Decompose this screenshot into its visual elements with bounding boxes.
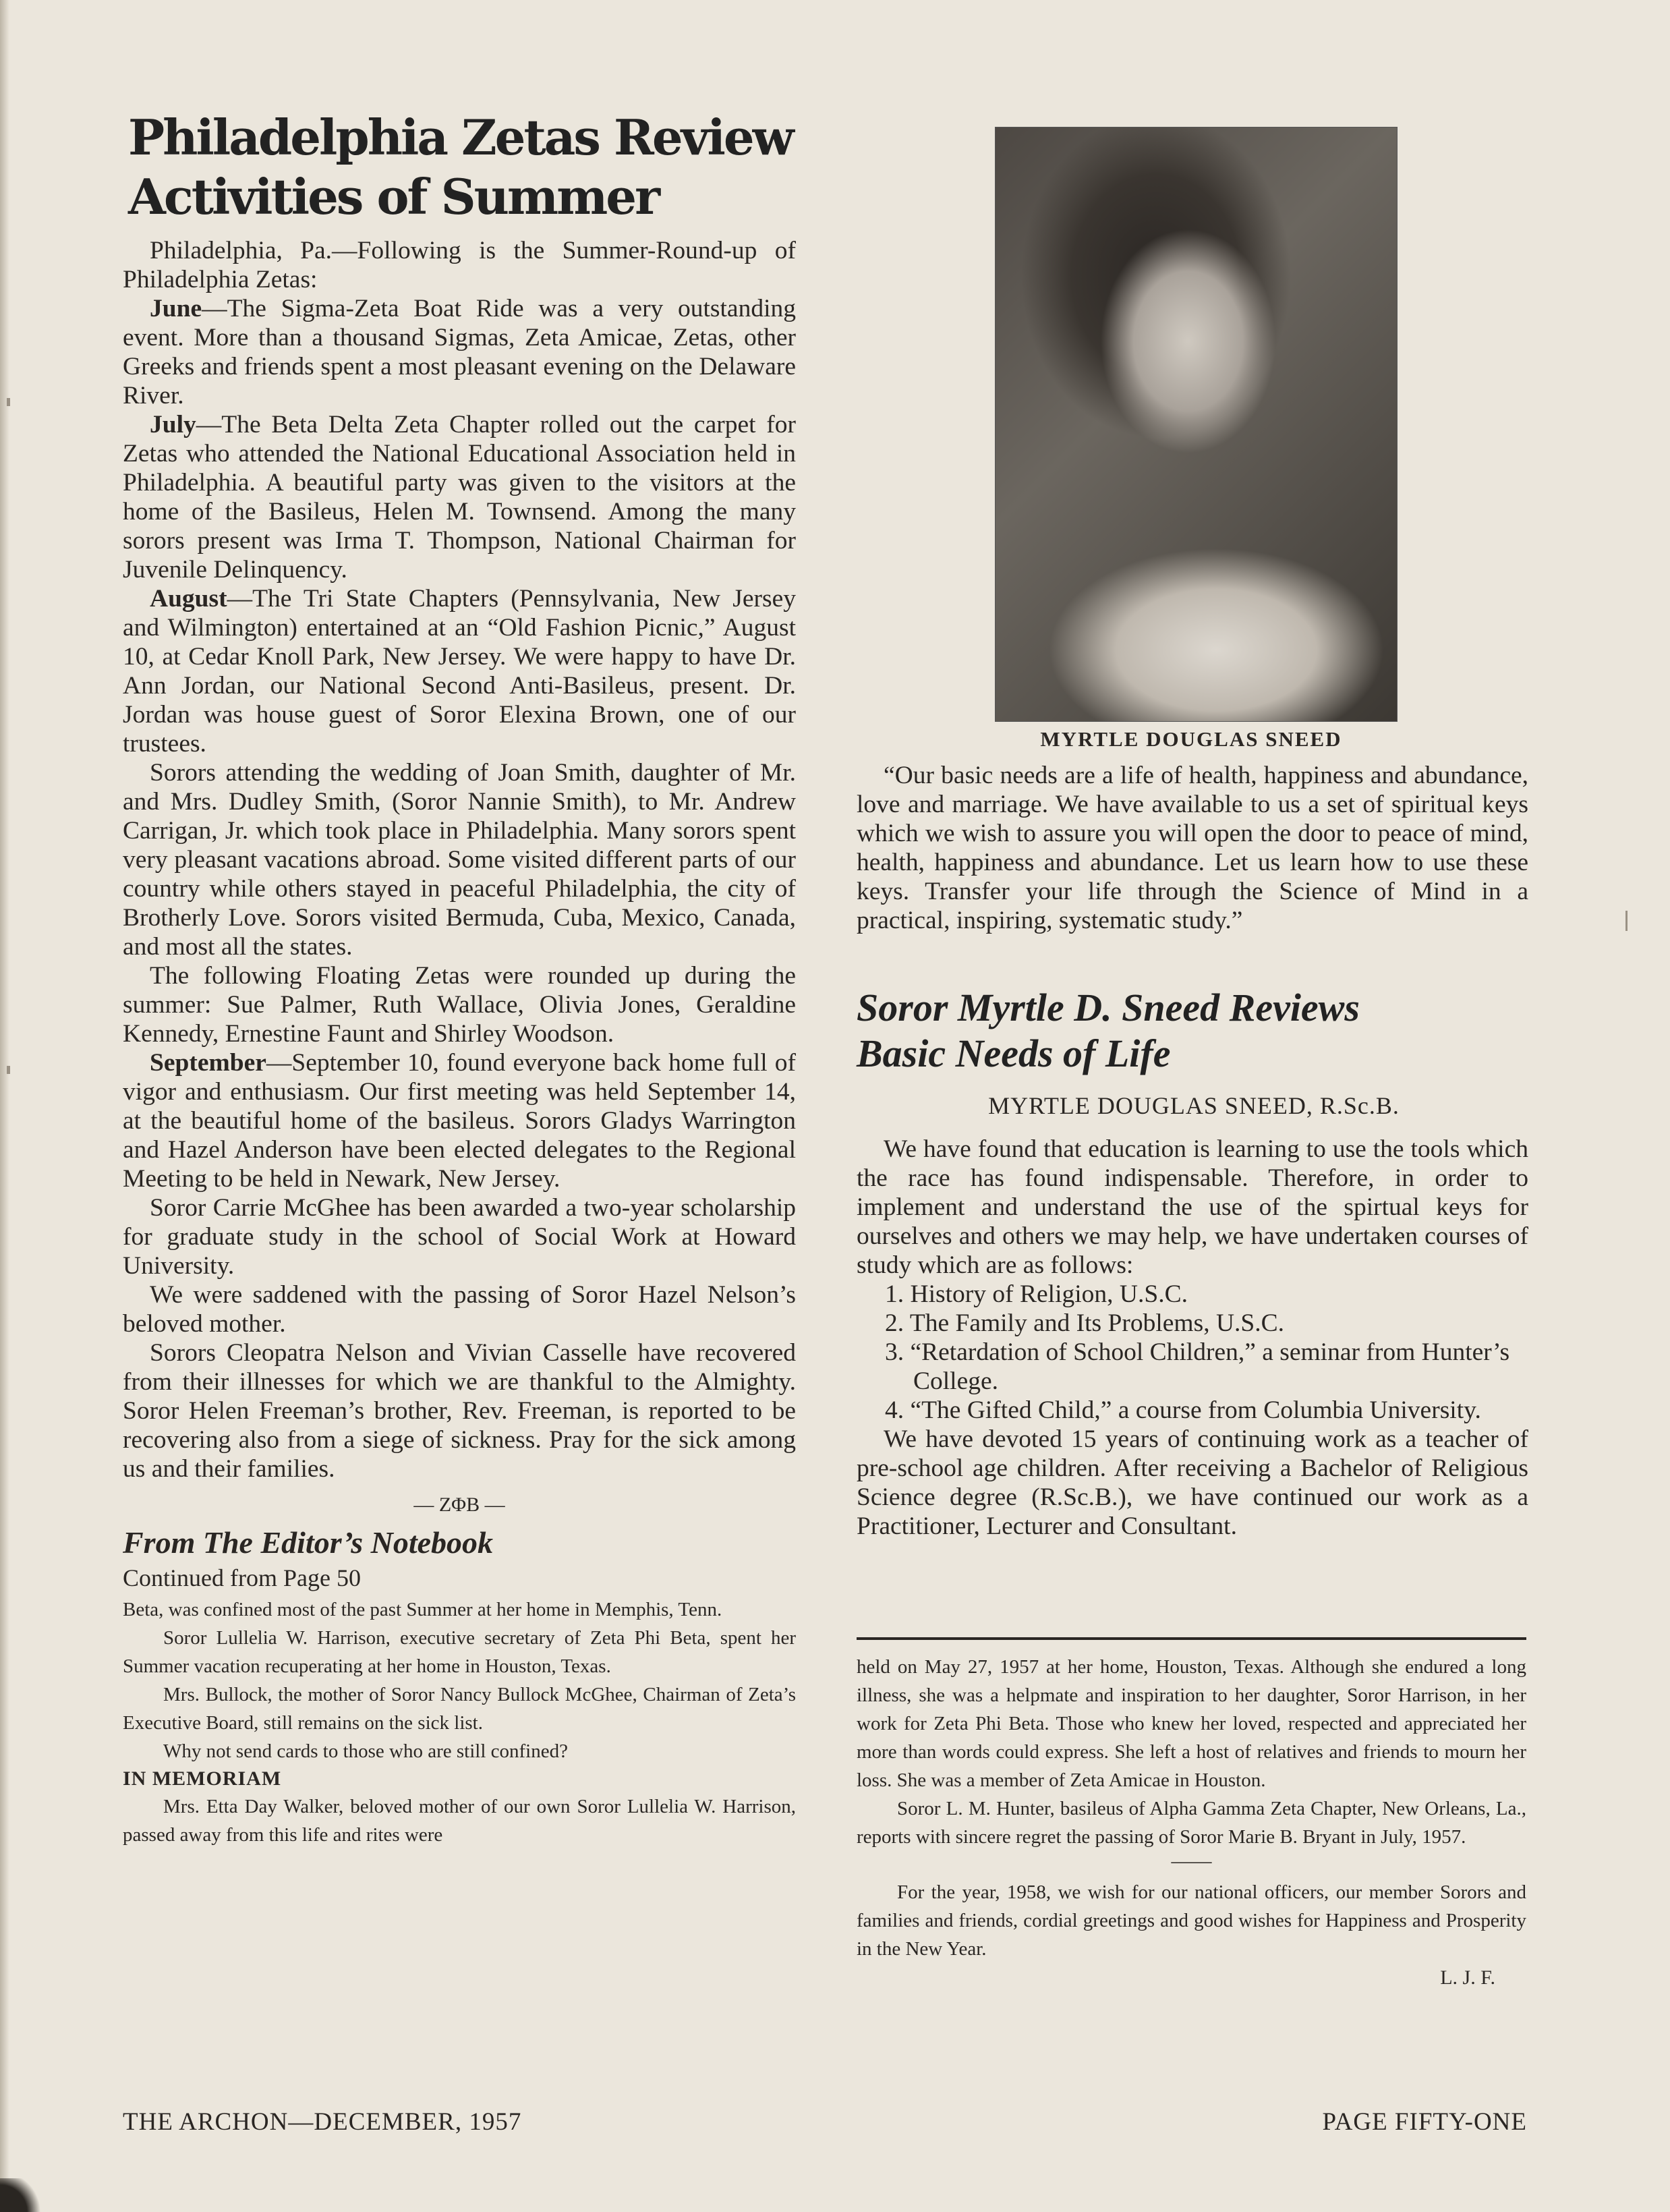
july-lead: July (150, 411, 196, 438)
sneed-paragraph-1: We have found that education is learning to use the tools which the race has found indispensable. Therefore, in order to implement and understand the use of the spirtual keys for ourselves and others we may help, we have undertaken courses of study which are as follows: (857, 1135, 1528, 1279)
article-headline-2 (857, 985, 1531, 1077)
footer-publication: THE ARCHON—DECEMBER, 1957 (123, 2108, 522, 2136)
footer-page-number: PAGE FIFTY-ONE (1322, 2108, 1527, 2136)
notebook-signature: L. J. F. (1440, 1966, 1495, 1989)
list-item-text: History of Religion, U.S.C. (910, 1280, 1188, 1308)
notebook-paragraph-6: held on May 27, 1957 at her home, Houston, Texas. Although she endured a long illness, she was a helpmate and inspiration to her daughter, Soror Harrison, in her work for Zeta Phi Beta. Those who knew her loved, respected and appreciated her more than words could express. She left a host of relatives and friends to mourn her loss. She was a member of Zeta Amicae in Houston. (857, 1656, 1526, 1791)
page-corner (0, 2178, 61, 2212)
sneed-article-body (857, 1135, 1528, 1541)
scholarship-paragraph: Soror Carrie McGhee has been awarded a two-year scholarship for graduate study in the school of Social Work at Howard University. (123, 1194, 796, 1280)
left-column (123, 108, 796, 1849)
june-text: —The Sigma-Zeta Boat Ride was a very outstanding event. More than a thousand Sigmas, Zeta Amicae, Zetas, other Greeks and friends spent a most pleasant evening on the Delaware River. (123, 295, 796, 409)
headline-2-line-2: Basic Needs of Life (857, 1031, 1171, 1075)
notebook-paragraph-5: Mrs. Etta Day Walker, beloved mother of our own Soror Lullelia W. Harrison, passed away from this life and rites were (123, 1796, 796, 1846)
august-text: —The Tri State Chapters (Pennsylvania, New Jersey and Wilmington) entertained at an “Old Fashion Picnic,” August 10, at Cedar Knoll Park, New Jersey. We were happy to have Dr. Ann Jordan, our National Second Anti-Basileus, present. Dr. Jordan was house guest of Soror Elexina Brown, one of our trustees. (123, 585, 796, 758)
pull-quote: “Our basic needs are a life of health, happiness and abundance, love and marriage. We have available to us a set of spiritual keys which we wish to assure you will open the door to peace of mind, health, happiness and abundance. Let us learn how to use these keys. Transfer your life through the Science of Mind in a practical, inspiring, systematic study.” (857, 762, 1528, 934)
headline-line-1: Philadelphia Zetas Review (128, 109, 793, 166)
page-speck (1625, 911, 1628, 931)
portrait-photo (995, 127, 1398, 722)
notebook-dash: —— (1171, 1850, 1212, 1872)
list-item-number: 2. (885, 1309, 904, 1337)
august-paragraph (123, 584, 796, 758)
continued-from-label: Continued from Page 50 (123, 1564, 361, 1591)
sneed-paragraph-2: We have devoted 15 years of continuing work as a teacher of pre-school age children. After receiving a Bachelor of Religious Science degree (R.Sc.B.), we have continued our work as a Practitioner, Lecturer and Consultant. (857, 1425, 1528, 1540)
list-item-text: “Retardation of School Children,” a seminar from Hunter’s College. (910, 1338, 1510, 1395)
wedding-paragraph: Sorors attending the wedding of Joan Smith, daughter of Mr. and Mrs. Dudley Smith, (Soror Nannie Smith), to Mr. Andrew Carrigan, Jr. which took place in Philadelphia. Many sorors spent very pleasant vacations abroad. Some visited different parts of our country while others stayed in peaceful Philadelphia, the city of Brotherly Love. Sorors visited Bermuda, Cuba, Mexico, Canada, and most all the states. (123, 759, 796, 961)
article-headline (128, 108, 796, 227)
section-divider (857, 1637, 1526, 1640)
notebook-title: From The Editor’s Notebook (123, 1525, 494, 1560)
notebook-paragraph-1: Beta, was confined most of the past Summer at her home in Memphis, Tenn. (123, 1599, 722, 1620)
september-text: —September 10, found everyone back home full of vigor and enthusiasm. Our first meeting was held September 14, at the beautiful home of the basileus. Sorors Gladys Warrington and Hazel Anderson have been elected delegates to the Regional Meeting to be held in Newark, New Jersey. (123, 1049, 796, 1193)
list-item-text: “The Gifted Child,” a course from Columbia University. (910, 1396, 1481, 1424)
article-byline: MYRTLE DOUGLAS SNEED, R.Sc.B. (988, 1092, 1400, 1119)
list-item-number: 1. (885, 1280, 904, 1308)
floating-zetas-paragraph: The following Floating Zetas were rounded up during the summer: Sue Palmer, Ruth Wallace, Olivia Jones, Geraldine Kennedy, Ernestine Faunt and Shirley Woodson. (123, 962, 796, 1048)
list-item (857, 1396, 1528, 1425)
notebook-continuation (857, 1653, 1526, 1993)
september-paragraph (123, 1048, 796, 1193)
page-edge-shadow (0, 0, 9, 2212)
notebook-paragraph-2: Soror Lullelia W. Harrison, executive secretary of Zeta Phi Beta, spent her Summer vacation recuperating at her home in Houston, Texas. (123, 1627, 796, 1677)
in-memoriam-heading: IN MEMORIAM (123, 1767, 282, 1790)
notebook-paragraph-8: For the year, 1958, we wish for our national officers, our member Sorors and families and friends, cordial greetings and good wishes for Happiness and Prosperity in the New Year. (857, 1881, 1526, 1960)
headline-line-2: Activities of Summer (128, 168, 659, 225)
condolence-paragraph: We were saddened with the passing of Soror Hazel Nelson’s beloved mother. (123, 1281, 796, 1338)
page-speck (7, 398, 10, 406)
july-text: —The Beta Delta Zeta Chapter rolled out the carpet for Zetas who attended the National Educational Association held in Philadelphia. A beautiful party was given to the visitors at the home of the Basileus, Helen M. Townsend. Among the many sorors present was Irma T. Thompson, National Chairman for Juvenile Delinquency. (123, 411, 796, 584)
page-speck (7, 1066, 10, 1074)
june-lead: June (150, 295, 202, 322)
notebook-paragraph-3: Mrs. Bullock, the mother of Soror Nancy Bullock McGhee, Chairman of Zeta’s Executive Board, still remains on the sick list. (123, 1684, 796, 1734)
list-item (857, 1338, 1528, 1396)
recovery-paragraph: Sorors Cleopatra Nelson and Vivian Casselle have recovered from their illnesses for which we are thankful to the Almighty. Soror Helen Freeman’s brother, Rev. Freeman, is reported to be recovering also from a siege of sickness. Pray for the sick among us and their families. (123, 1339, 796, 1483)
june-paragraph (123, 294, 796, 410)
september-lead: September (150, 1049, 266, 1077)
list-item-number: 3. (885, 1338, 904, 1366)
july-paragraph (123, 410, 796, 584)
course-list (857, 1280, 1528, 1425)
notebook-paragraph-7: Soror L. M. Hunter, basileus of Alpha Gamma Zeta Chapter, New Orleans, La., reports with sincere regret the passing of Soror Marie B. Bryant in July, 1957. (857, 1798, 1526, 1848)
headline-2-line-1: Soror Myrtle D. Sneed Reviews (857, 986, 1360, 1029)
intro-paragraph: Philadelphia, Pa.—Following is the Summer-Round-up of Philadelphia Zetas: (123, 237, 796, 293)
notebook-paragraph-4: Why not send cards to those who are still confined? (163, 1740, 568, 1762)
photo-caption: MYRTLE DOUGLAS SNEED (1040, 727, 1342, 751)
list-item (857, 1309, 1528, 1338)
list-item (857, 1280, 1528, 1309)
list-item-number: 4. (885, 1396, 904, 1424)
section-separator: — ZΦB — (413, 1494, 505, 1516)
list-item-text: The Family and Its Problems, U.S.C. (909, 1309, 1285, 1337)
august-lead: August (150, 585, 227, 613)
